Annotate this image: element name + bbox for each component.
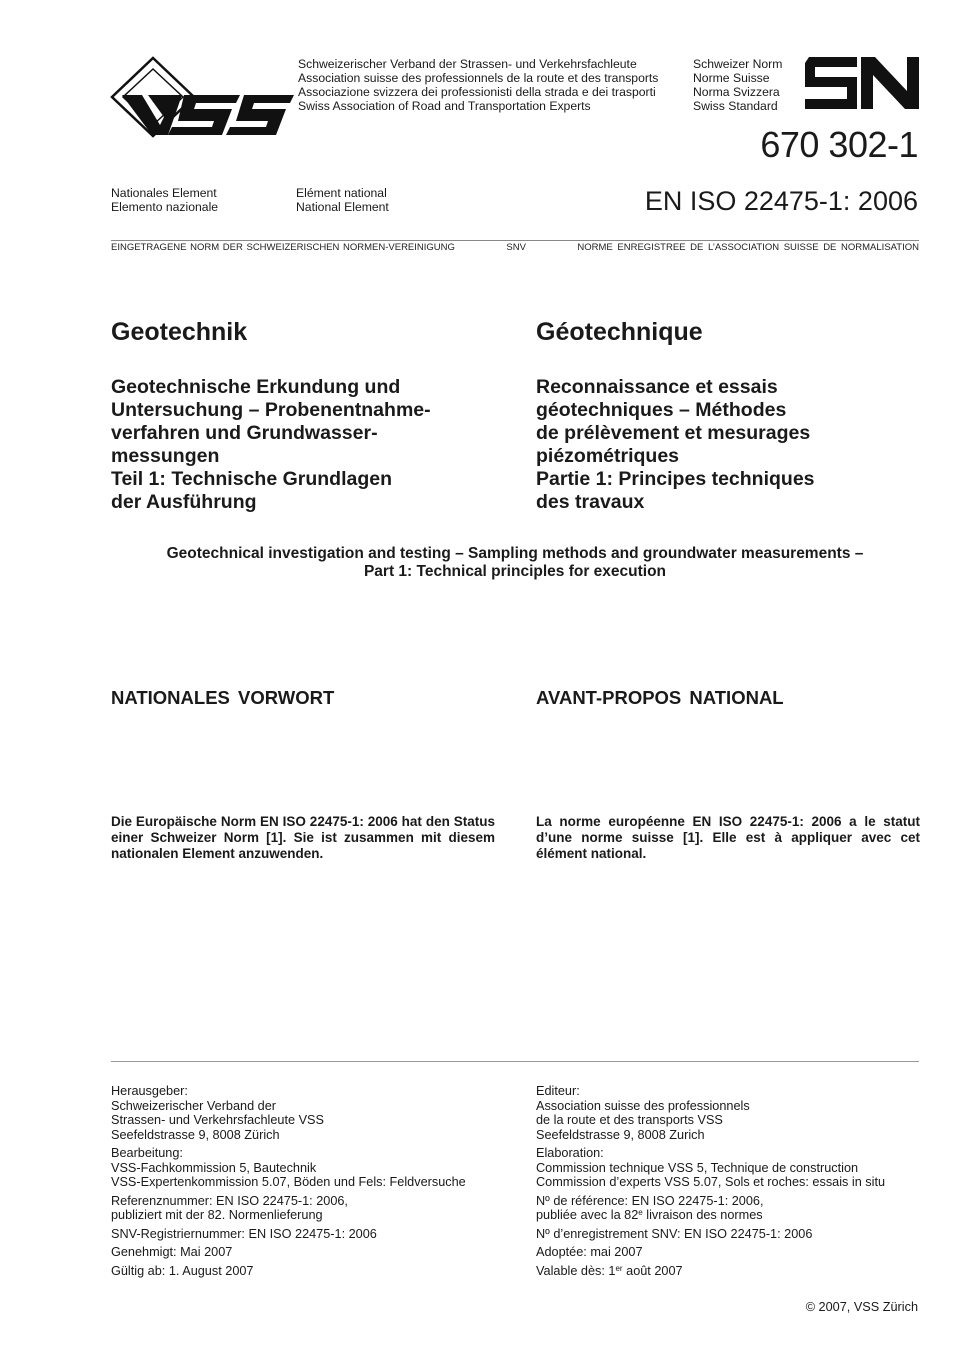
text-fragment: Valable dès: 1 xyxy=(536,1263,616,1278)
imprint-line: de la route et des transports VSS xyxy=(536,1113,723,1127)
registered-de: EINGETRAGENE NORM DER SCHWEIZERISCHEN NORMEN-VEREINIGUNG xyxy=(111,242,455,253)
imprint-line: Commission technique VSS 5, Technique de construction xyxy=(536,1160,859,1175)
imprint-line: publiziert mit der 82. Normenlieferung xyxy=(111,1208,323,1222)
subtitle-line: Part 1: Technical principles for execution xyxy=(363,563,667,580)
subtitle-line: Teil 1: Technische Grundlagen xyxy=(111,468,392,490)
standard-label: Norma Svizzera xyxy=(693,85,780,99)
en-iso-reference: EN ISO 22475-1: 2006 xyxy=(644,186,918,216)
imprint-line: Herausgeber: xyxy=(111,1084,188,1098)
imprint-de xyxy=(111,1084,466,1282)
standard-number: 670 302-1 xyxy=(760,124,918,165)
snv-registration: SNV-Registriernummer: EN ISO 22475-1: 2006 xyxy=(111,1226,377,1241)
foreword-heading-de: NATIONALES VORWORT xyxy=(111,687,335,708)
valid-from: Gültig ab: 1. August 2007 xyxy=(111,1263,254,1278)
subtitle-line: Geotechnische Erkundung und xyxy=(111,376,401,398)
reference-block xyxy=(536,1194,885,1223)
superscript: er xyxy=(615,1263,623,1273)
subtitle-line: piézométriques xyxy=(536,445,680,467)
standard-label: Swiss Standard xyxy=(693,99,778,113)
subtitle-line: Geotechnical investigation and testing – Sampling methods and groundwater measurements – xyxy=(166,545,864,562)
vss-logo xyxy=(108,55,294,141)
registered-fr: NORME ENREGISTREE DE L’ASSOCIATION SUISSE DE NORMALISATION xyxy=(577,242,919,253)
national-element-fr xyxy=(296,186,389,214)
national-element-line: National Element xyxy=(296,200,389,214)
subtitle-line: der Ausführung xyxy=(111,491,257,513)
imprint-line: Association suisse des professionnels xyxy=(536,1098,750,1113)
association-line: Association suisse des professionnels de la route et des transports xyxy=(298,71,659,85)
divider xyxy=(111,1061,919,1062)
imprint-line: Seefeldstrasse 9, 8008 Zurich xyxy=(536,1127,705,1142)
subtitle-line: géotechniques – Méthodes xyxy=(536,399,787,421)
text-fragment: publiée avec la 82 xyxy=(536,1208,639,1222)
subtitle-de xyxy=(111,376,431,514)
standard-label: Schweizer Norm xyxy=(693,57,783,71)
subtitle-line: Reconnaissance et essais xyxy=(536,376,778,398)
registered-norm-line xyxy=(111,242,919,254)
imprint-line: Editeur: xyxy=(536,1084,580,1098)
subtitle-line: verfahren und Grundwasser- xyxy=(111,422,378,444)
imprint-line: Nº de référence: EN ISO 22475-1: 2006, xyxy=(536,1193,764,1208)
text-fragment: août 2007 xyxy=(622,1263,683,1278)
national-element-line: Elemento nazionale xyxy=(111,200,219,214)
foreword-text-fr: La norme européenne EN ISO 22475-1: 2006 a le statut d’une norme suisse [1]. Elle est à appliquer avec cet élément national. xyxy=(536,814,920,861)
subtitle-line: des travaux xyxy=(536,491,645,513)
reference-block xyxy=(111,1194,466,1223)
superscript: e xyxy=(638,1208,643,1217)
association-line: Swiss Association of Road and Transportation Experts xyxy=(298,99,591,113)
publisher-block xyxy=(111,1084,466,1142)
subtitle-line: de prélèvement et mesurages xyxy=(536,422,811,444)
foreword-text-de: Die Europäische Norm EN ISO 22475-1: 2006 hat den Status einer Schweizer Norm [1]. Sie ist zusammen mit diesem nationalen Element anzuwenden. xyxy=(111,814,495,861)
imprint-line: Schweizerischer Verband der xyxy=(111,1098,277,1113)
publisher-block xyxy=(536,1084,885,1142)
sn-logo xyxy=(803,57,919,109)
valid-from xyxy=(536,1264,885,1279)
imprint-line: Seefeldstrasse 9, 8008 Zürich xyxy=(111,1127,280,1142)
editing-block xyxy=(536,1146,885,1190)
national-element-de xyxy=(111,186,218,214)
association-names xyxy=(298,57,658,113)
standard-label: Norme Suisse xyxy=(693,71,770,85)
title-fr: Géotechnique xyxy=(536,318,703,346)
imprint-line: Strassen- und Verkehrsfachleute VSS xyxy=(111,1113,324,1127)
imprint-line: VSS-Expertenkommission 5.07, Böden und Fels: Feldversuche xyxy=(111,1175,466,1189)
subtitle-line: Untersuchung – Probenentnahme- xyxy=(111,399,431,421)
copyright: © 2007, VSS Zürich xyxy=(805,1300,918,1314)
national-element-line: Nationales Element xyxy=(111,186,217,200)
approved-date: Adoptée: mai 2007 xyxy=(536,1245,643,1259)
imprint-line xyxy=(536,1208,885,1223)
standard-labels xyxy=(693,57,782,113)
imprint-line: Commission d’experts VSS 5.07, Sols et roches: essais in situ xyxy=(536,1175,886,1189)
foreword-heading-fr: AVANT-PROPOS NATIONAL xyxy=(536,687,784,708)
subtitle-line: Partie 1: Principes techniques xyxy=(536,468,815,490)
imprint-fr xyxy=(536,1084,885,1282)
snv-registration: Nº d’enregistrement SNV: EN ISO 22475-1: 2006 xyxy=(536,1226,813,1241)
approved-date: Genehmigt: Mai 2007 xyxy=(111,1245,233,1259)
imprint-line: Bearbeitung: xyxy=(111,1146,183,1160)
imprint-line: VSS-Fachkommission 5, Bautechnik xyxy=(111,1160,317,1175)
text-fragment: livraison des normes xyxy=(642,1208,763,1222)
association-line: Schweizerischer Verband der Strassen- und Verkehrsfachleute xyxy=(298,57,637,71)
title-de: Geotechnik xyxy=(111,318,248,346)
imprint-line: Elaboration: xyxy=(536,1146,604,1160)
imprint-line: Referenznummer: EN ISO 22475-1: 2006, xyxy=(111,1193,348,1208)
subtitle-en xyxy=(111,545,919,581)
registered-abbr: SNV xyxy=(506,242,526,253)
national-element-line: Elément national xyxy=(296,186,387,200)
subtitle-line: messungen xyxy=(111,445,220,467)
association-line: Associazione svizzera dei professionisti della strada e dei trasporti xyxy=(298,85,656,99)
divider xyxy=(111,240,919,241)
editing-block xyxy=(111,1146,466,1190)
subtitle-fr xyxy=(536,376,815,514)
